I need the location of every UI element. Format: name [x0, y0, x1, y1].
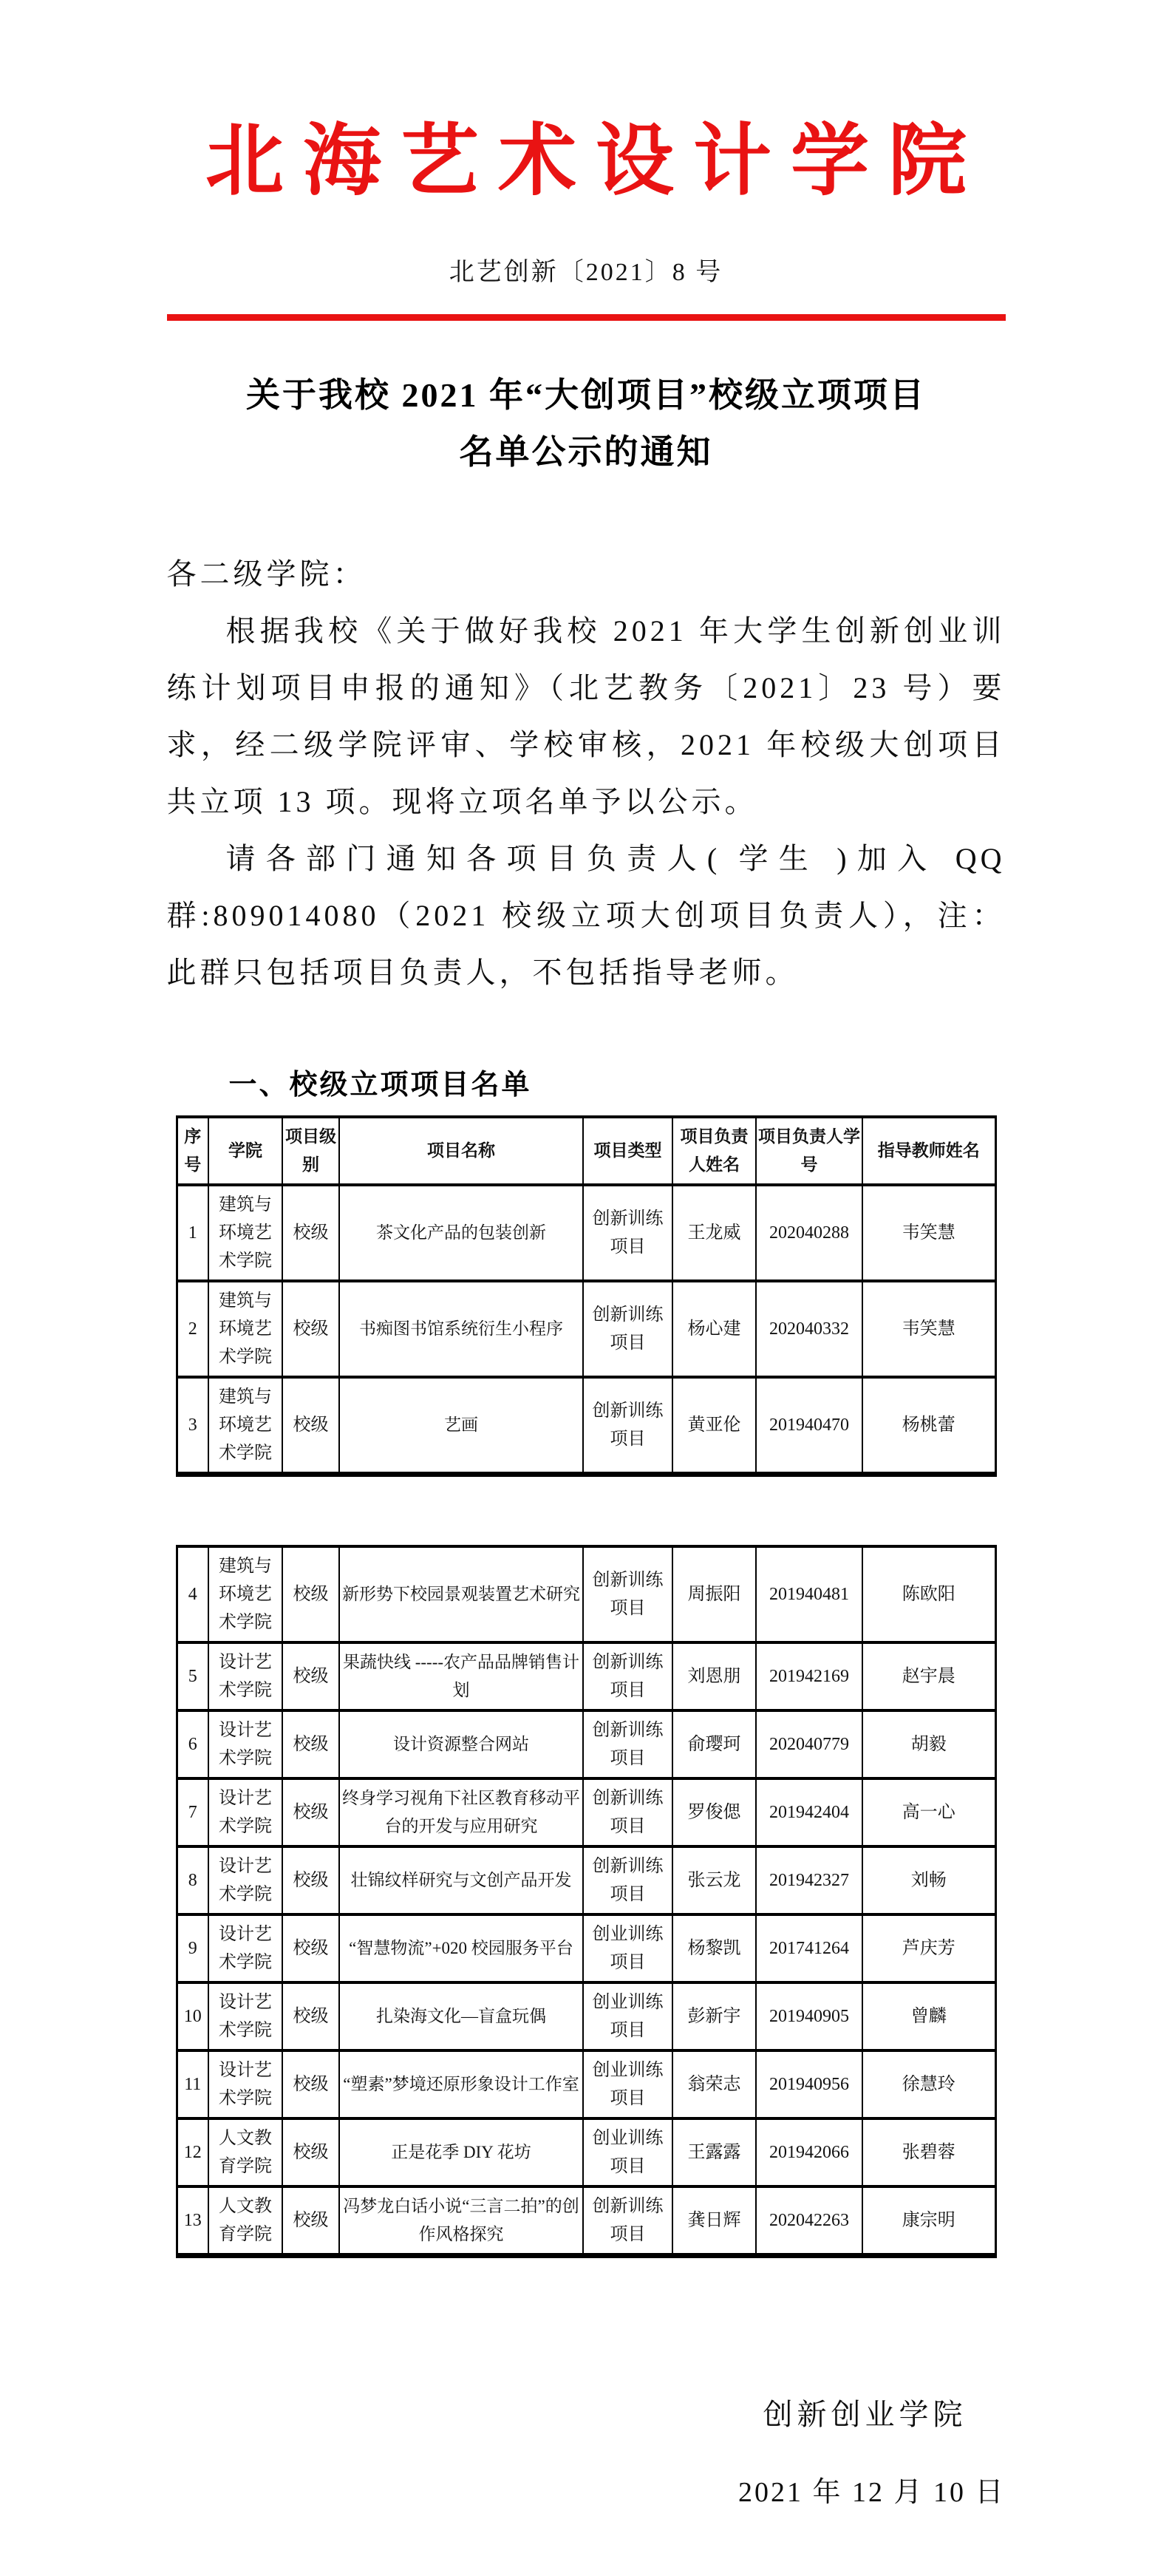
cell-project-type: 创新训练项目: [583, 1546, 672, 1642]
table-row: [177, 1377, 995, 1475]
cell-student-id: 201940481: [756, 1546, 862, 1642]
cell-project-type: 创业训练项目: [583, 1982, 672, 2050]
cell-project-type: 创业训练项目: [583, 2050, 672, 2118]
project-table-part1: [176, 1115, 997, 1477]
cell-project-type: 创新训练项目: [583, 1642, 672, 1710]
cell-college: 建筑与环境艺术学院: [208, 1185, 282, 1281]
cell-project-type: 创新训练项目: [583, 2186, 672, 2256]
cell-leader-name: 杨黎凯: [672, 1914, 756, 1982]
table-row: [177, 2050, 995, 2118]
cell-serial: 6: [177, 1710, 208, 1778]
org-title: 北海艺术设计学院: [205, 118, 986, 205]
document-page: [167, 0, 1006, 2576]
cell-serial: 9: [177, 1914, 208, 1982]
cell-student-id: 201741264: [756, 1914, 862, 1982]
cell-teacher-name: 胡毅: [862, 1710, 995, 1778]
cell-project-name: 艺画: [339, 1377, 583, 1475]
doc-title: [167, 367, 1006, 480]
cell-student-id: 201940905: [756, 1982, 862, 2050]
table-row: [177, 1914, 995, 1982]
cell-student-id: 202040332: [756, 1281, 862, 1377]
cell-project-name: “塑素”梦境还原形象设计工作室: [339, 2050, 583, 2118]
table-row: [177, 1982, 995, 2050]
doc-number: 北艺创新〔2021〕8 号: [449, 258, 723, 286]
cell-project-type: 创新训练项目: [583, 1281, 672, 1377]
signature-org: 创新创业学院: [763, 2397, 967, 2431]
cell-teacher-name: 韦笑慧: [862, 1281, 995, 1377]
cell-leader-name: 彭新宇: [672, 1982, 756, 2050]
cell-leader-name: 俞璎珂: [672, 1710, 756, 1778]
cell-project-name: 茶文化产品的包装创新: [339, 1185, 583, 1281]
cell-college: 设计艺术学院: [208, 1846, 282, 1914]
cell-project-type: 创新训练项目: [583, 1778, 672, 1846]
cell-teacher-name: 赵宇晨: [862, 1642, 995, 1710]
table-row: [177, 1546, 995, 1642]
cell-project-name: 扎染海文化—盲盒玩偶: [339, 1982, 583, 2050]
cell-college: 设计艺术学院: [208, 2050, 282, 2118]
table-row: [177, 1281, 995, 1377]
red-divider: [167, 314, 1006, 321]
cell-leader-name: 罗俊偲: [672, 1778, 756, 1846]
cell-teacher-name: 张碧蓉: [862, 2118, 995, 2186]
cell-college: 建筑与环境艺术学院: [208, 1546, 282, 1642]
cell-leader-name: 周振阳: [672, 1546, 756, 1642]
cell-project-name: “智慧物流”+020 校园服务平台: [339, 1914, 583, 1982]
project-table-part2: [176, 1545, 997, 2258]
cell-level: 校级: [282, 1377, 339, 1475]
table-header-row: [177, 1117, 995, 1185]
paragraph-1: 根据我校《关于做好我校 2021 年大学生创新创业训练计划项目申报的通知》（北艺教务〔2021〕23 号）要求，经二级学院评审、学校审核，2021 年校级大创项目共立项 13 项。现将立项名单予以公示。: [166, 614, 1006, 818]
header-leader: 项目负责人姓名: [672, 1117, 756, 1185]
cell-college: 建筑与环境艺术学院: [208, 1281, 282, 1377]
header-level: 项目级别: [282, 1117, 339, 1185]
cell-level: 校级: [282, 1914, 339, 1982]
cell-student-id: 202040779: [756, 1710, 862, 1778]
cell-student-id: 202042263: [756, 2186, 862, 2256]
table-row: [177, 1778, 995, 1846]
table-row: [177, 1185, 995, 1281]
cell-level: 校级: [282, 1546, 339, 1642]
cell-leader-name: 刘恩朋: [672, 1642, 756, 1710]
cell-college: 人文教育学院: [208, 2186, 282, 2256]
cell-serial: 12: [177, 2118, 208, 2186]
cell-level: 校级: [282, 2186, 339, 2256]
cell-leader-name: 龚日辉: [672, 2186, 756, 2256]
cell-project-name: 果蔬快线 -----农产品品牌销售计划: [339, 1642, 583, 1710]
cell-teacher-name: 刘畅: [862, 1846, 995, 1914]
signature-block: [167, 2391, 1006, 2576]
cell-teacher-name: 徐慧玲: [862, 2050, 995, 2118]
section-heading: 一、校级立项项目名单: [228, 1069, 532, 1101]
cell-project-type: 创业训练项目: [583, 2118, 672, 2186]
cell-level: 校级: [282, 1778, 339, 1846]
cell-serial: 8: [177, 1846, 208, 1914]
cell-student-id: 201940470: [756, 1377, 862, 1475]
cell-student-id: 201942404: [756, 1778, 862, 1846]
header-college: 学院: [208, 1117, 282, 1185]
header-teacher: 指导教师姓名: [862, 1117, 995, 1185]
cell-college: 设计艺术学院: [208, 1778, 282, 1846]
cell-teacher-name: 高一心: [862, 1778, 995, 1846]
cell-leader-name: 杨心建: [672, 1281, 756, 1377]
cell-serial: 13: [177, 2186, 208, 2256]
cell-project-name: 正是花季 DIY 花坊: [339, 2118, 583, 2186]
header-type: 项目类型: [583, 1117, 672, 1185]
cell-student-id: 201942066: [756, 2118, 862, 2186]
cell-teacher-name: 康宗明: [862, 2186, 995, 2256]
table-row: [177, 1642, 995, 1710]
cell-serial: 7: [177, 1778, 208, 1846]
cell-serial: 10: [177, 1982, 208, 2050]
doc-title-line1: 关于我校 2021 年“大创项目”校级立项项目: [246, 375, 926, 414]
cell-serial: 11: [177, 2050, 208, 2118]
cell-project-type: 创新训练项目: [583, 1377, 672, 1475]
cell-serial: 5: [177, 1642, 208, 1710]
cell-student-id: 201942169: [756, 1642, 862, 1710]
header-project: 项目名称: [339, 1117, 583, 1185]
cell-college: 建筑与环境艺术学院: [208, 1377, 282, 1475]
signature-date: 2021 年 12 月 10 日: [737, 2476, 1006, 2508]
cell-college: 设计艺术学院: [208, 1642, 282, 1710]
cell-student-id: 202040288: [756, 1185, 862, 1281]
cell-level: 校级: [282, 1846, 339, 1914]
cell-serial: 3: [177, 1377, 208, 1475]
cell-project-name: 新形势下校园景观装置艺术研究: [339, 1546, 583, 1642]
table-row: [177, 1846, 995, 1914]
cell-student-id: 201942327: [756, 1846, 862, 1914]
cell-project-type: 创新训练项目: [583, 1710, 672, 1778]
cell-teacher-name: 杨桃蕾: [862, 1377, 995, 1475]
cell-project-type: 创新训练项目: [583, 1846, 672, 1914]
cell-teacher-name: 芦庆芳: [862, 1914, 995, 1982]
cell-level: 校级: [282, 1185, 339, 1281]
cell-serial: 1: [177, 1185, 208, 1281]
paragraph-2: 请各部门通知各项目负责人( 学生 )加入 QQ 群:809014080（2021 校级立项大创项目负责人），注：此群只包括项目负责人，不包括指导老师。: [166, 841, 1006, 989]
cell-project-name: 终身学习视角下社区教育移动平台的开发与应用研究: [339, 1778, 583, 1846]
cell-project-name: 壮锦纹样研究与文创产品开发: [339, 1846, 583, 1914]
cell-college: 设计艺术学院: [208, 1914, 282, 1982]
cell-leader-name: 黄亚伦: [672, 1377, 756, 1475]
cell-level: 校级: [282, 1982, 339, 2050]
cell-level: 校级: [282, 1642, 339, 1710]
cell-leader-name: 张云龙: [672, 1846, 756, 1914]
body-text: [167, 546, 1006, 1001]
cell-project-type: 创新训练项目: [583, 1185, 672, 1281]
cell-college: 设计艺术学院: [208, 1710, 282, 1778]
table-row: [177, 1710, 995, 1778]
cell-level: 校级: [282, 1281, 339, 1377]
header-student-id: 项目负责人学号: [756, 1117, 862, 1185]
cell-teacher-name: 曾麟: [862, 1982, 995, 2050]
cell-serial: 2: [177, 1281, 208, 1377]
cell-level: 校级: [282, 1710, 339, 1778]
salutation: 各二级学院：: [166, 557, 367, 591]
header-serial: 序号: [177, 1117, 208, 1185]
cell-project-name: 冯梦龙白话小说“三言二拍”的创作风格探究: [339, 2186, 583, 2256]
cell-student-id: 201940956: [756, 2050, 862, 2118]
cell-project-name: 书痴图书馆系统衍生小程序: [339, 1281, 583, 1377]
cell-teacher-name: 陈欧阳: [862, 1546, 995, 1642]
cell-level: 校级: [282, 2050, 339, 2118]
cell-teacher-name: 韦笑慧: [862, 1185, 995, 1281]
cell-level: 校级: [282, 2118, 339, 2186]
cell-project-name: 设计资源整合网站: [339, 1710, 583, 1778]
cell-leader-name: 翁荣志: [672, 2050, 756, 2118]
table-row: [177, 2118, 995, 2186]
cell-college: 人文教育学院: [208, 2118, 282, 2186]
doc-title-line2: 名单公示的通知: [459, 432, 713, 471]
table-row: [177, 2186, 995, 2256]
cell-serial: 4: [177, 1546, 208, 1642]
cell-college: 设计艺术学院: [208, 1982, 282, 2050]
cell-leader-name: 王露露: [672, 2118, 756, 2186]
cell-project-type: 创业训练项目: [583, 1914, 672, 1982]
cell-leader-name: 王龙威: [672, 1185, 756, 1281]
